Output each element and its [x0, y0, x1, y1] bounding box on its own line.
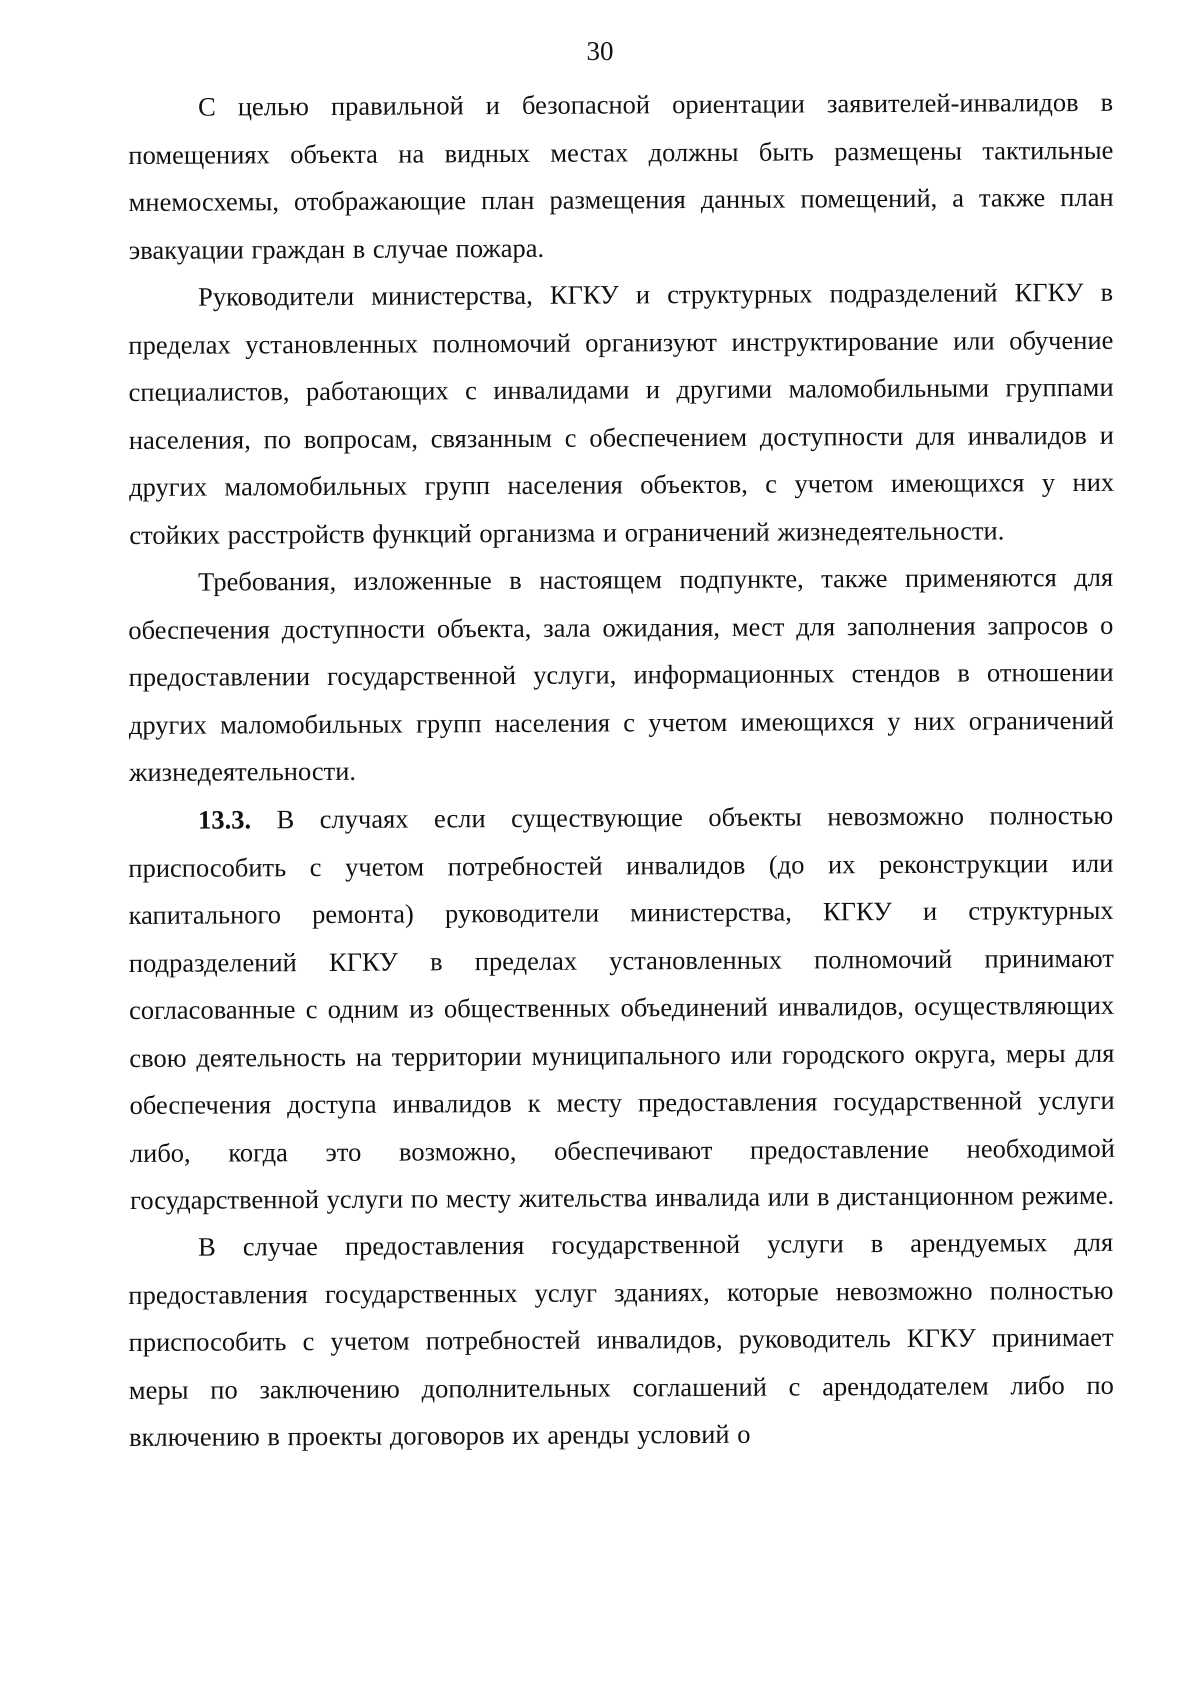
paragraph-rented-buildings: [128, 1219, 1114, 1462]
paragraph-text: Требования, изложенные в настоящем подпункте, также применяются для обеспечения доступности объекта, зала ожидания, мест для заполнения запросов о предоставлении государственной услуги, информационных стендов в отношении других маломобильных групп населения с учетом имеющихся у них ограничений жизнедеятельности.: [128, 561, 1114, 787]
paragraph-text: С целью правильной и безопасной ориентации заявителей-инвалидов в помещениях объекта на видных местах должны быть размещены тактильные мнемосхемы, отображающие план размещения данных помещений, а также план эвакуации граждан в случае пожара.: [128, 86, 1114, 265]
paragraph-text: В случае предоставления государственной услуги в арендуемых для предоставления государственных услуг зданиях, которые невозможно полностью приспособить с учетом потребностей инвалидов, руководитель КГКУ принимает меры по заключению дополнительных соглашений с арендодателем либо по включению в проекты договоров их аренды условий о: [128, 1226, 1114, 1452]
paragraph-staff-training: [128, 269, 1114, 559]
page-number: 30: [586, 36, 614, 66]
paragraph-text: В случаях если существующие объекты невозможно полностью приспособить с учетом потребностей инвалидов (до их реконструкции или капитального ремонта) руководители министерства, КГКУ и структурных подразделений КГКУ в пределах установленных полномочий принимают согласованные с одним из общественных объединений инвалидов, осуществляющих свою деятельность на территории муниципального или городского округа, меры для обеспечения доступа инвалидов к месту предоставления государственной услуги либо, когда это возможно, обеспечивают предоставление необходимой государственной услуги по месту жительства инвалида или в дистанционном режиме.: [128, 799, 1115, 1215]
clause-number: 13.3.: [198, 803, 252, 835]
document-body: [128, 84, 1113, 1462]
paragraph-text: Руководители министерства, КГКУ и структурных подразделений КГКУ в пределах установленных полномочий организуют инструктирование или обучение специалистов, работающих с инвалидами и другими маломобильными группами населения, по вопросам, связанным с обеспечением доступности для инвалидов и других маломобильных групп населения объектов, с учетом имеющихся у них стойких расстройств функций организма и ограничений жизнедеятельности.: [128, 276, 1115, 550]
paragraph-requirements: [128, 554, 1114, 797]
paragraph-orientation: [128, 79, 1114, 274]
paragraph-clause-13-3: [128, 791, 1115, 1224]
